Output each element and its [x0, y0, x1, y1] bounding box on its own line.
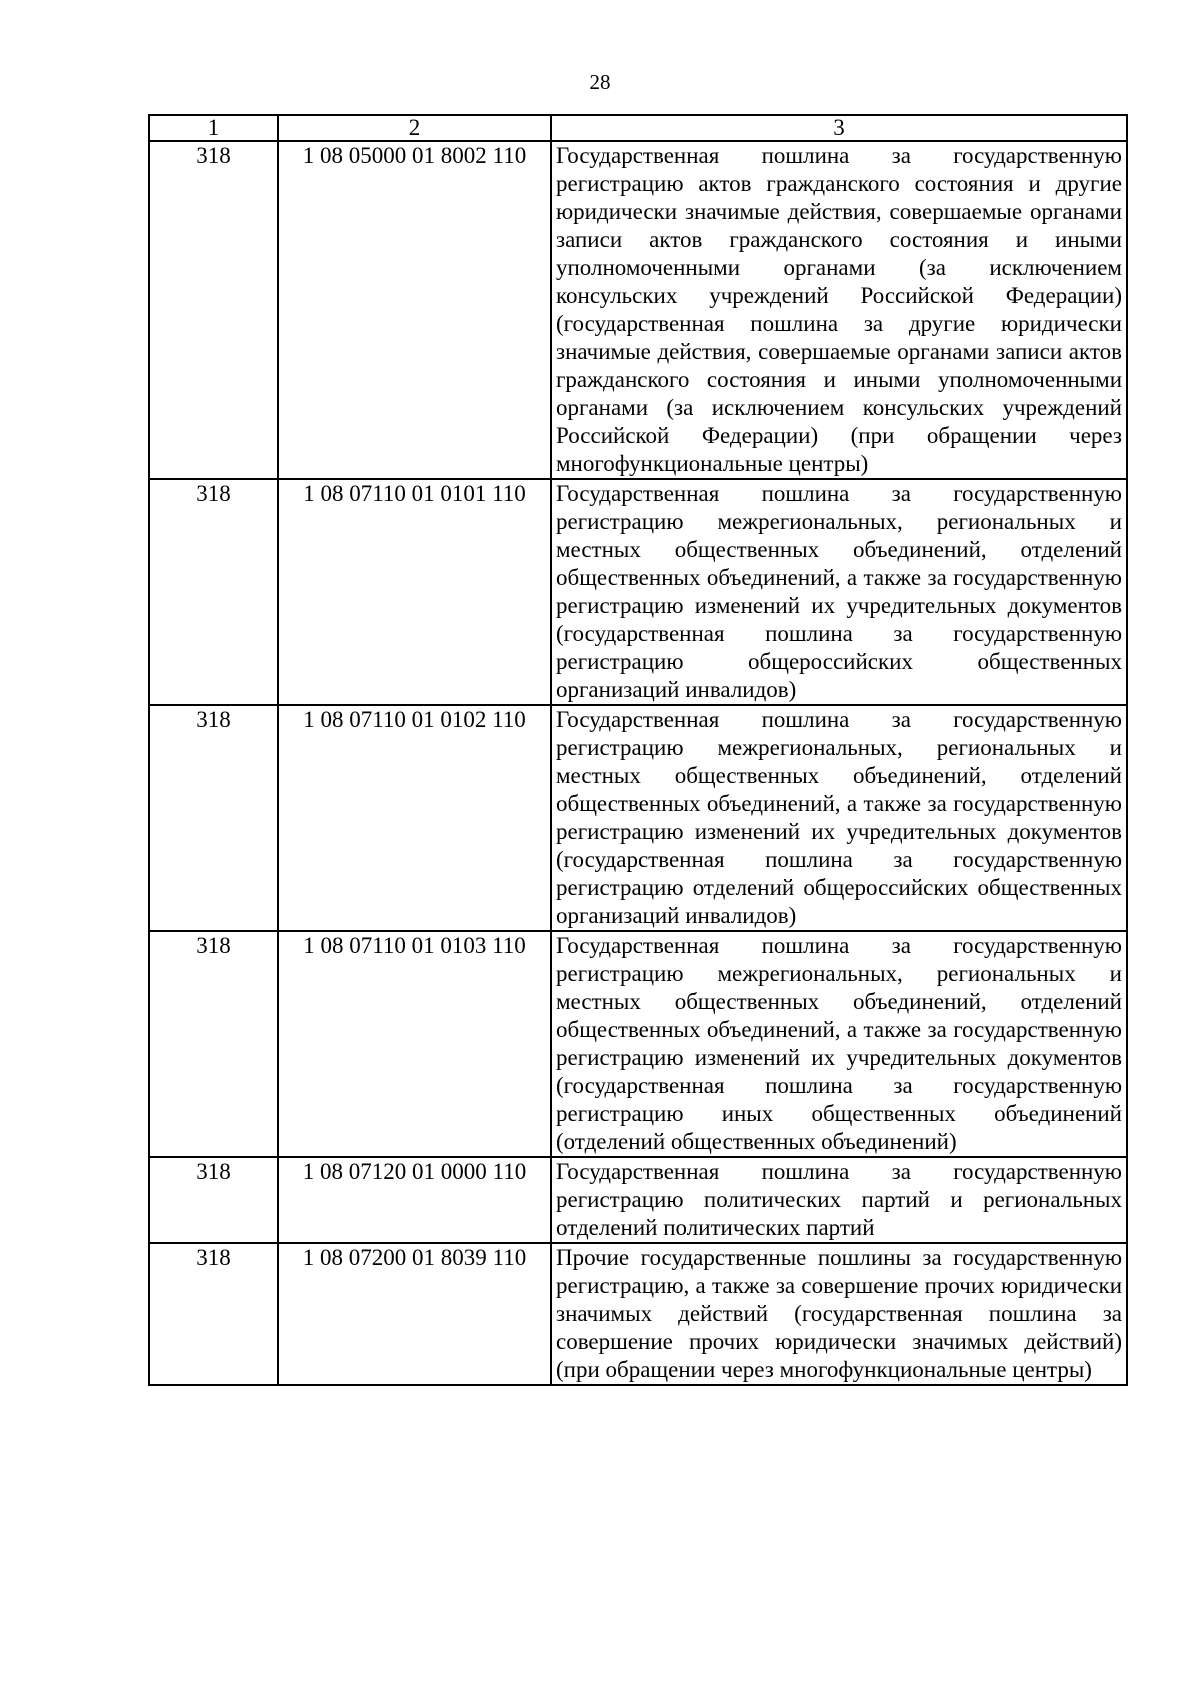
table-row [149, 705, 1127, 931]
table-row [149, 141, 1127, 479]
table-row [149, 479, 1127, 705]
admin-code-cell: 318 [149, 141, 278, 479]
admin-code-cell: 318 [149, 705, 278, 931]
admin-code-cell: 318 [149, 1243, 278, 1385]
income-name-cell: Государственная пошлина за государственную регистрацию межрегиональных, региональных и местных общественных объединений, отделений общественных объединений, а также за государственную регистрацию изменений их учредительных документов (государственная пошлина за государственную регистрацию иных общественных объединений (отделений общественных объединений) [551, 931, 1127, 1157]
budget-code-cell: 1 08 07110 01 0103 110 [278, 931, 551, 1157]
budget-code-cell: 1 08 07110 01 0101 110 [278, 479, 551, 705]
budget-code-cell: 1 08 07120 01 0000 110 [278, 1157, 551, 1243]
admin-code-cell: 318 [149, 479, 278, 705]
column-header-2: 2 [278, 115, 551, 141]
admin-code-cell: 318 [149, 1157, 278, 1243]
budget-code-cell: 1 08 07110 01 0102 110 [278, 705, 551, 931]
budget-code-cell: 1 08 05000 01 8002 110 [278, 141, 551, 479]
budget-code-cell: 1 08 07200 01 8039 110 [278, 1243, 551, 1385]
budget-code-table [148, 114, 1128, 1386]
income-name-cell: Государственная пошлина за государственную регистрацию политических партий и региональных отделений политических партий [551, 1157, 1127, 1243]
page-number: 28 [589, 70, 611, 94]
table-header-row [149, 115, 1127, 141]
column-header-3: 3 [551, 115, 1127, 141]
table-row [149, 1157, 1127, 1243]
admin-code-cell: 318 [149, 931, 278, 1157]
income-name-cell: Государственная пошлина за государственную регистрацию актов гражданского состояния и другие юридически значимые действия, совершаемые органами записи актов гражданского состояния и иными уполномоченными органами (за исключением консульских учреждений Российской Федерации) (государственная пошлина за другие юридически значимые действия, совершаемые органами записи актов гражданского состояния и иными уполномоченными органами (за исключением консульских учреждений Российской Федерации) (при обращении через многофункциональные центры) [551, 141, 1127, 479]
table-row [149, 931, 1127, 1157]
income-name-cell: Государственная пошлина за государственную регистрацию межрегиональных, региональных и местных общественных объединений, отделений общественных объединений, а также за государственную регистрацию изменений их учредительных документов (государственная пошлина за государственную регистрацию общероссийских общественных организаций инвалидов) [551, 479, 1127, 705]
table-row [149, 1243, 1127, 1385]
income-name-cell: Прочие государственные пошлины за государственную регистрацию, а также за совершение прочих юридически значимых действий (государственная пошлина за совершение прочих юридически значимых действий) (при обращении через многофункциональные центры) [551, 1243, 1127, 1385]
income-name-cell: Государственная пошлина за государственную регистрацию межрегиональных, региональных и местных общественных объединений, отделений общественных объединений, а также за государственную регистрацию изменений их учредительных документов (государственная пошлина за государственную регистрацию отделений общероссийских общественных организаций инвалидов) [551, 705, 1127, 931]
column-header-1: 1 [149, 115, 278, 141]
